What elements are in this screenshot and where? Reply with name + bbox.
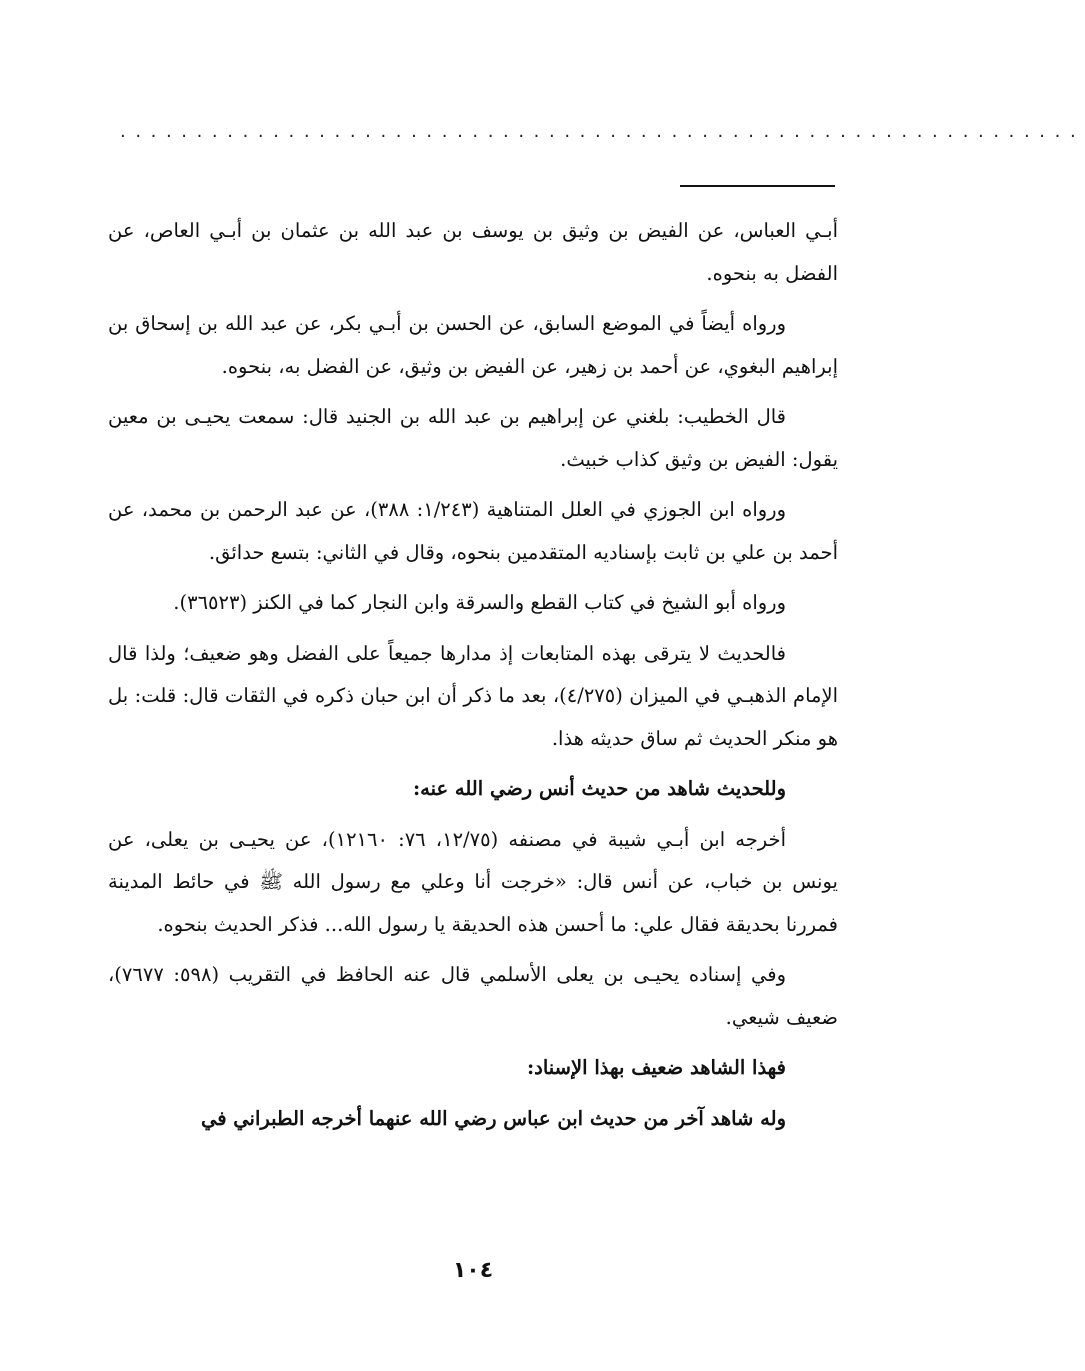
paragraph-9: وله شاهد آخر من حديث ابن عباس رضي الله عنهما أخرجه الطبراني في — [200, 1106, 786, 1130]
footnote-rule — [680, 185, 835, 187]
paragraph-7: أخرجه ابن أبـي شيبة في مصنفه (١٢/٧٥، ٧٦: ١٢١٦٠)، عن يحيـى بن يعلى، عن يونس بن خباب، عن أنس قال: «خرجت أنا وعلي مع رسول الله ﷺ في حائط المدينة فمررنا بحديقة فقال علي: ما أحسن هذه الحديقة يا رسول الله... فذكر الحديث بنحوه. — [108, 827, 838, 936]
section-heading-weak: فهذا الشاهد ضعيف بهذا الإسناد: — [526, 1056, 786, 1079]
paragraph-5: ورواه أبو الشيخ في كتاب القطع والسرقة وابن النجار كما في الكنز (٣٦٥٢٣). — [173, 591, 786, 614]
page-number: ١٠٤ — [452, 1258, 494, 1283]
dotted-separator: ............................................................... — [120, 121, 1085, 142]
paragraph-8: وفي إسناده يحيـى بن يعلى الأسلمي قال عنه الحافظ في التقريب (٥٩٨: ٧٦٧٧)، ضعيف شيعي. — [108, 963, 838, 1029]
section-heading-anas: وللحديث شاهد من حديث أنس رضي الله عنه: — [412, 777, 786, 800]
page-body — [108, 210, 838, 1148]
paragraph-4: ورواه ابن الجوزي في العلل المتناهية (١/٢٤٣: ٣٨٨)، عن عبد الرحمن بن محمد، عن أحمد بن علي بن ثابت بإسناديه المتقدمين بنحوه، وقال في الثاني: بتسع حدائق. — [108, 498, 838, 564]
paragraph-6: فالحديث لا يترقى بهذه المتابعات إذ مدارها جميعاً على الفضل وهو ضعيف؛ ولذا قال الإمام الذهبـي في الميزان (٤/٢٧٥)، بعد ما ذكر أن ابن حبان ذكره في الثقات قال: قلت: بل هو منكر الحديث ثم ساق حديثه هذا. — [108, 641, 838, 750]
paragraph-3: قال الخطيب: بلغني عن إبراهيم بن عبد الله بن الجنيد قال: سمعت يحيـى بن معين يقول: الفيض بن وثيق كذاب خبيث. — [108, 405, 838, 471]
paragraph-2: ورواه أيضاً في الموضع السابق، عن الحسن بن أبـي بكر، عن عبد الله بن إسحاق بن إبراهيم البغوي، عن أحمد بن زهير، عن الفيض بن وثيق، عن الفضل به، بنحوه. — [108, 312, 838, 378]
paragraph-1: أبـي العباس، عن الفيض بن وثيق بن يوسف بن عبد الله بن عثمان بن أبـي العاص، عن الفضل به بنحوه. — [108, 219, 838, 285]
